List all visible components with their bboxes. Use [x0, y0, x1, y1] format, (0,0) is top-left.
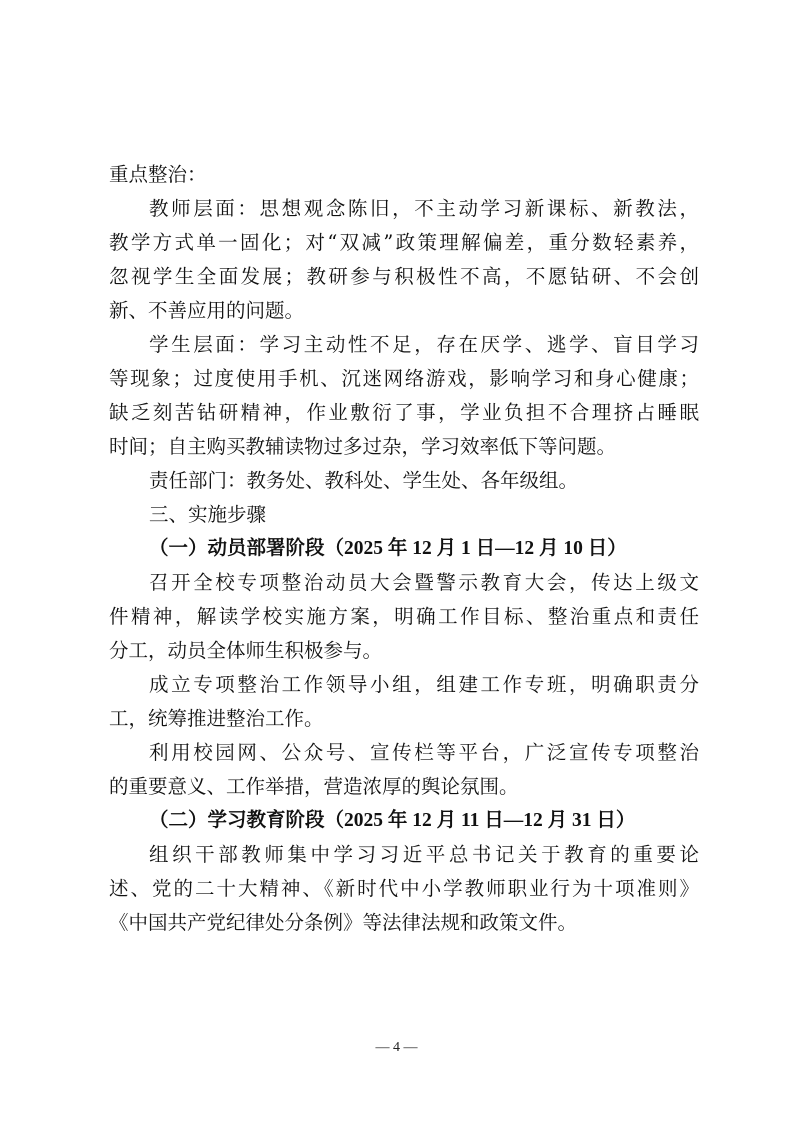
page-number: — 4 — [375, 1040, 418, 1055]
text-line: 件精神，解读学校实施方案，明确工作目标、整治重点和责任 [109, 605, 699, 628]
text-line: 《中国共产党纪律处分条例》等法律法规和政策文件。 [109, 911, 578, 934]
text-line: 教学方式单一固化；对“双减”政策理解偏差，重分数轻素养， [109, 231, 699, 254]
text-line: 召开全校专项整治动员大会暨警示教育大会，传达上级文 [149, 571, 699, 594]
text-line: 教师层面：思想观念陈旧，不主动学习新课标、新教法， [149, 197, 699, 220]
document-body [109, 158, 699, 940]
text-line: 的重要意义、工作举措，营造浓厚的舆论氛围。 [109, 775, 519, 798]
text-line: 成立专项整治工作领导小组，组建工作专班，明确职责分 [149, 673, 699, 696]
text-line: 责任部门：教务处、教科处、学生处、各年级组。 [149, 469, 579, 492]
text-line: 工，统筹推进整治工作。 [109, 707, 324, 730]
text-line: 述、党的二十大精神、《新时代中小学教师职业行为十项准则》 [109, 877, 699, 900]
subsection-heading: （一）动员部署阶段（2025 年 12 月 1 日—12 月 10 日） [149, 538, 627, 559]
text-line: 重点整治： [109, 163, 207, 186]
section-heading: 三、实施步骤 [149, 503, 267, 526]
text-line: 新、不善应用的问题。 [109, 299, 305, 322]
text-line: 等现象；过度使用手机、沉迷网络游戏，影响学习和身心健康； [109, 367, 699, 390]
text-line: 学生层面：学习主动性不足，存在厌学、逃学、盲目学习 [149, 333, 699, 356]
text-line: 缺乏刻苦钻研精神，作业敷衍了事，学业负担不合理挤占睡眠 [109, 401, 699, 424]
text-line: 时间；自主购买教辅读物过多过杂，学习效率低下等问题。 [109, 435, 617, 458]
text-line: 利用校园网、公众号、宣传栏等平台，广泛宣传专项整治 [149, 741, 699, 764]
text-line: 组织干部教师集中学习习近平总书记关于教育的重要论 [149, 843, 699, 866]
text-line: 分工，动员全体师生积极参与。 [109, 639, 383, 662]
subsection-heading: （二）学习教育阶段（2025 年 12 月 11 日—12 月 31 日） [149, 810, 636, 831]
text-line: 忽视学生全面发展；教研参与积极性不高，不愿钻研、不会创 [109, 265, 699, 288]
